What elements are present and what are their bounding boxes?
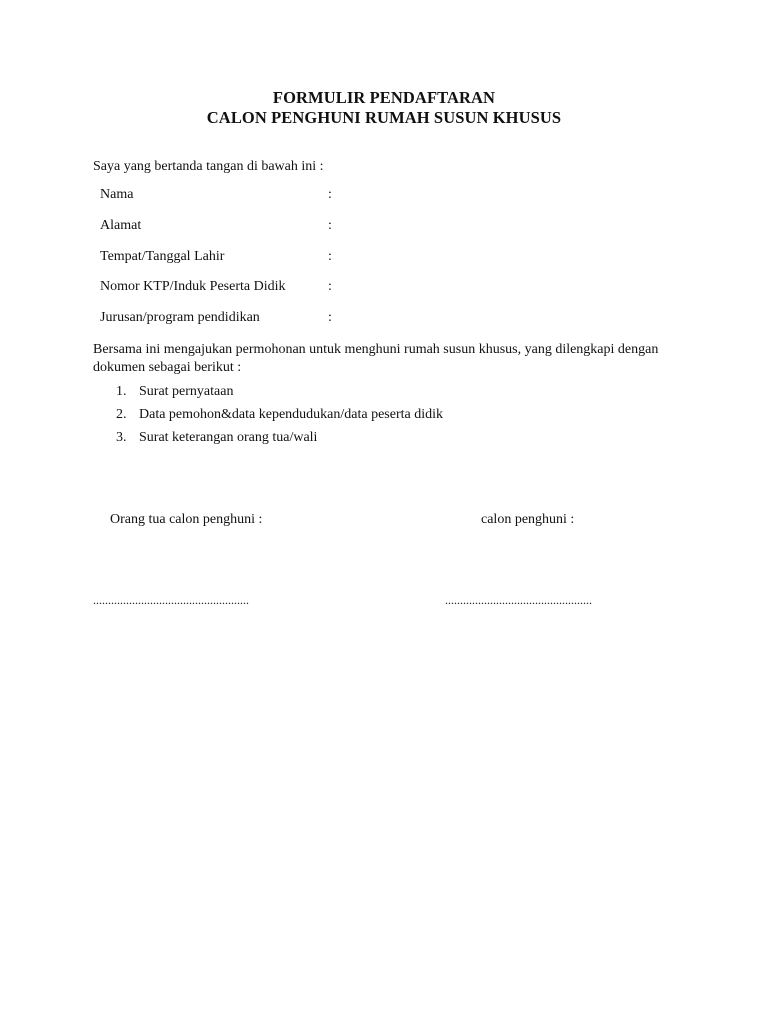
field-colon-alamat: : (328, 218, 332, 233)
list-item: Surat pernyataan (139, 384, 234, 399)
field-colon-nomor-ktp: : (328, 279, 332, 294)
parent-signature-line: .................................................... (93, 593, 249, 607)
form-title-line-1: FORMULIR PENDAFTARAN (272, 88, 496, 107)
field-colon-jurusan: : (328, 310, 332, 325)
field-colon-tempat-tanggal-lahir: : (328, 249, 332, 264)
list-item-number: 1. (116, 384, 127, 399)
field-label-tempat-tanggal-lahir: Tempat/Tanggal Lahir (100, 249, 225, 264)
list-item: Data pemohon&data kependudukan/data peserta didik (139, 407, 444, 422)
list-item-number: 3. (116, 430, 127, 445)
field-colon-nama: : (328, 187, 332, 202)
parent-signature-label: Orang tua calon penghuni : (110, 512, 263, 527)
form-title-line-2: CALON PENGHUNI RUMAH SUSUN KHUSUS (206, 108, 562, 127)
field-label-nomor-ktp: Nomor KTP/Induk Peserta Didik (100, 279, 286, 294)
applicant-signature-label: calon penghuni : (481, 512, 575, 527)
applicant-signature-line: ................................................. (445, 593, 592, 607)
field-label-nama: Nama (100, 187, 134, 202)
field-label-jurusan: Jurusan/program pendidikan (100, 310, 260, 325)
list-item: Surat keterangan orang tua/wali (139, 430, 318, 445)
field-label-alamat: Alamat (100, 218, 142, 233)
intro-text: Saya yang bertanda tangan di bawah ini : (93, 159, 324, 174)
request-paragraph: Bersama ini mengajukan permohonan untuk menghuni rumah susun khusus, yang dilengkapi dengan dokumen sebagai berikut : (93, 342, 659, 375)
list-item-number: 2. (116, 407, 127, 422)
